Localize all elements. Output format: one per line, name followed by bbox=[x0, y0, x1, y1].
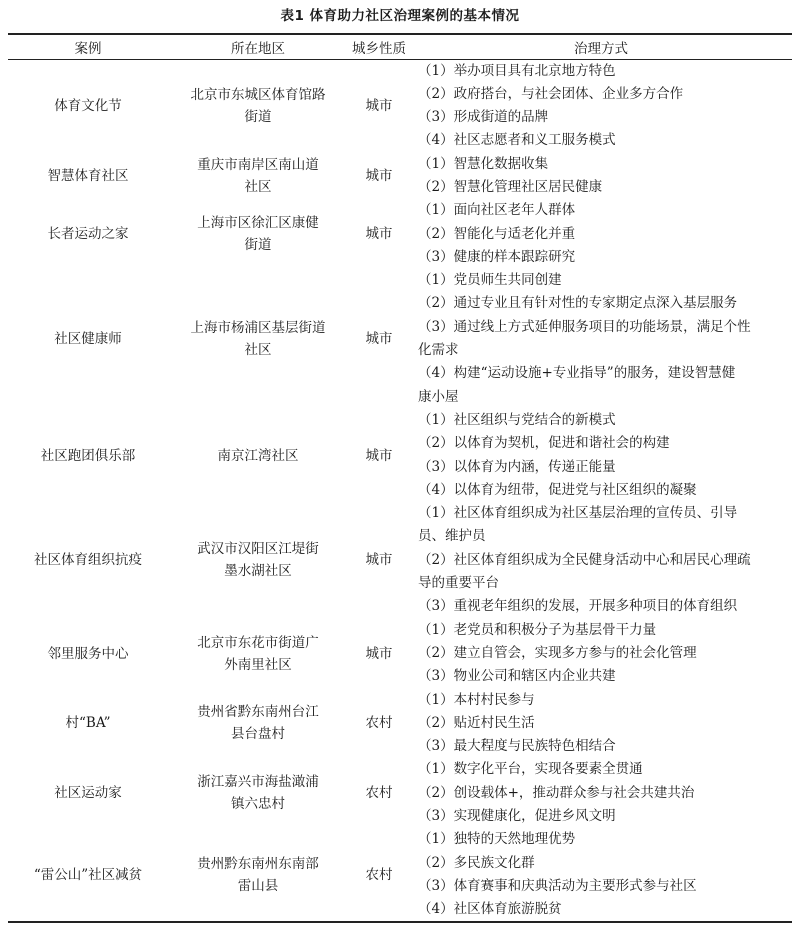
area-type: 城市 bbox=[365, 98, 393, 115]
area-type: 城市 bbox=[365, 167, 393, 184]
method-line: （2）政府搭台，与社会团体、企业多方合作 bbox=[418, 85, 684, 102]
region-line: 北京市东花市街道广 bbox=[197, 634, 319, 651]
method-line: （1）智慧化数据收集 bbox=[418, 155, 549, 172]
table-row bbox=[8, 828, 792, 922]
table-row bbox=[8, 269, 792, 409]
region-line: 武汉市汉阳区江堤街 bbox=[197, 541, 319, 558]
method-line: （1）社区体育组织成为社区基层治理的宣传员、引导 bbox=[418, 505, 738, 522]
region-cell bbox=[168, 199, 348, 269]
area-type: 城市 bbox=[365, 552, 393, 569]
region-line: 墨水湖社区 bbox=[224, 563, 292, 580]
region-line: 上海市杨浦区基层街道 bbox=[190, 320, 326, 337]
region-cell bbox=[168, 153, 348, 200]
method-line: （1）党员师生共同创建 bbox=[418, 272, 562, 289]
method-line: （2）以体育为契机，促进和谐社会的构建 bbox=[418, 435, 670, 452]
table-body bbox=[8, 59, 792, 922]
table-row bbox=[8, 59, 792, 153]
region-line: 社区 bbox=[244, 342, 272, 359]
method-line: （4）构建“运动设施+专业指导”的服务，建设智慧健 bbox=[418, 365, 736, 382]
area-type: 城市 bbox=[365, 645, 393, 662]
method-line: （4）社区志愿者和义工服务模式 bbox=[418, 132, 616, 149]
method-line: （1）面向社区老年人群体 bbox=[418, 202, 576, 219]
region-cell bbox=[168, 758, 348, 828]
table-row bbox=[8, 619, 792, 689]
method-line: （3）实现健康化，促进乡风文明 bbox=[418, 808, 616, 824]
table-row bbox=[8, 689, 792, 759]
region-line: 南京江湾社区 bbox=[217, 447, 299, 464]
method-line: （4）社区体育旅游脱贫 bbox=[418, 901, 562, 918]
method-cell bbox=[410, 828, 792, 922]
area-type: 城市 bbox=[365, 226, 393, 243]
case-name: 社区运动家 bbox=[54, 785, 122, 802]
table-header bbox=[8, 34, 792, 59]
method-line: （2）通过专业且有针对性的专家期定点深入基层服务 bbox=[418, 295, 738, 312]
region-line: 上海市区徐汇区康健 bbox=[197, 215, 319, 232]
method-line: （2）贴近村民生活 bbox=[418, 714, 535, 731]
method-line: 导的重要平台 bbox=[418, 575, 499, 592]
region-line: 街道 bbox=[244, 109, 272, 126]
method-cell bbox=[410, 59, 792, 153]
method-line: （2）智能化与适老化并重 bbox=[418, 225, 576, 242]
header-case: 案例 bbox=[8, 34, 168, 59]
method-cell bbox=[410, 689, 792, 759]
method-cell bbox=[410, 269, 792, 409]
area-type: 城市 bbox=[365, 331, 393, 348]
region-line: 北京市东城区体育馆路 bbox=[190, 87, 326, 104]
method-line: （3）通过线上方式延伸服务项目的功能场景，满足个性 bbox=[418, 318, 751, 335]
region-cell bbox=[168, 269, 348, 409]
case-name: 邻里服务中心 bbox=[47, 645, 129, 662]
region-line: 重庆市南岸区南山道 bbox=[197, 156, 319, 173]
area-type: 城市 bbox=[365, 447, 393, 464]
method-line: （3）以体育为内涵，传递正能量 bbox=[418, 458, 616, 475]
method-cell bbox=[410, 409, 792, 502]
method-line: （3）最大程度与民族特色相结合 bbox=[418, 738, 616, 755]
method-line: （2）智慧化管理社区居民健康 bbox=[418, 178, 603, 195]
method-line: （3）重视老年组织的发展，开展多种项目的体育组织 bbox=[418, 598, 738, 615]
table-title: 表1 体育助力社区治理案例的基本情况 bbox=[280, 8, 520, 24]
header-type: 城乡性质 bbox=[348, 34, 410, 59]
region-cell bbox=[168, 59, 348, 153]
case-name: 体育文化节 bbox=[54, 98, 122, 115]
method-line: 化需求 bbox=[418, 342, 459, 359]
method-cell bbox=[410, 199, 792, 269]
method-line: （3）形成街道的品牌 bbox=[418, 109, 549, 126]
method-line: 员、维护员 bbox=[418, 528, 486, 545]
method-line: 康小屋 bbox=[418, 388, 459, 405]
method-cell bbox=[410, 619, 792, 689]
case-name: “雷公山”社区减贫 bbox=[8, 828, 168, 922]
case-name: 智慧体育社区 bbox=[47, 167, 129, 184]
method-line: （3）物业公司和辖区内企业共建 bbox=[418, 668, 616, 685]
method-cell bbox=[410, 153, 792, 200]
region-line: 贵州黔东南州东南部 bbox=[197, 855, 319, 872]
method-line: （2）多民族文化群 bbox=[418, 854, 535, 871]
region-line: 外南里社区 bbox=[224, 656, 292, 673]
region-cell bbox=[168, 689, 348, 759]
method-line: （2）创设载体+，推动群众参与社会共建共治 bbox=[418, 784, 695, 801]
region-line: 镇六忠村 bbox=[231, 796, 285, 813]
method-line: （3）体育赛事和庆典活动为主要形式参与社区 bbox=[418, 877, 697, 894]
region-cell bbox=[168, 619, 348, 689]
method-line: （2）建立自管会，实现多方参与的社会化管理 bbox=[418, 644, 697, 661]
region-line: 浙江嘉兴市海盐澉浦 bbox=[197, 774, 319, 791]
case-name: 社区体育组织抗疫 bbox=[34, 552, 142, 569]
header-method: 治理方式 bbox=[410, 34, 792, 59]
table-row bbox=[8, 199, 792, 269]
region-line: 街道 bbox=[244, 237, 272, 254]
method-line: （4）以体育为纽带，促进党与社区组织的凝聚 bbox=[418, 481, 697, 498]
table-row bbox=[8, 409, 792, 502]
area-type: 农村 bbox=[365, 785, 393, 802]
table-row bbox=[8, 758, 792, 828]
table-row bbox=[8, 153, 792, 200]
region-cell bbox=[168, 502, 348, 618]
method-line: （1）社区组织与党结合的新模式 bbox=[418, 411, 616, 428]
case-name: 村“BA” bbox=[65, 715, 111, 732]
area-type: 农村 bbox=[348, 828, 410, 922]
table-row bbox=[8, 502, 792, 618]
method-line: （1）举办项目具有北京地方特色 bbox=[418, 62, 616, 79]
region-line: 贵州省黔东南州台江 bbox=[197, 704, 319, 721]
region-cell bbox=[168, 409, 348, 502]
region-cell bbox=[168, 828, 348, 922]
region-line: 雷山县 bbox=[237, 877, 279, 894]
method-line: （1）数字化平台，实现各要素全贯通 bbox=[418, 761, 643, 778]
method-line: （1）本村村民参与 bbox=[418, 691, 535, 708]
case-table bbox=[8, 33, 792, 923]
header-row bbox=[8, 34, 792, 59]
area-type: 农村 bbox=[365, 715, 393, 732]
method-cell bbox=[410, 502, 792, 618]
region-line: 县台盘村 bbox=[231, 726, 285, 743]
header-region: 所在地区 bbox=[168, 34, 348, 59]
method-line: （1）老党员和积极分子为基层骨干力量 bbox=[418, 621, 657, 638]
method-line: （2）社区体育组织成为全民健身活动中心和居民心理疏 bbox=[418, 551, 751, 568]
method-line: （1）独特的天然地理优势 bbox=[418, 831, 576, 848]
case-name: 社区跑团俱乐部 bbox=[40, 447, 136, 464]
method-cell bbox=[410, 758, 792, 828]
method-line: （3）健康的样本跟踪研究 bbox=[418, 248, 576, 265]
case-name: 长者运动之家 bbox=[47, 226, 129, 243]
case-name: 社区健康师 bbox=[54, 331, 122, 348]
region-line: 社区 bbox=[244, 178, 272, 195]
